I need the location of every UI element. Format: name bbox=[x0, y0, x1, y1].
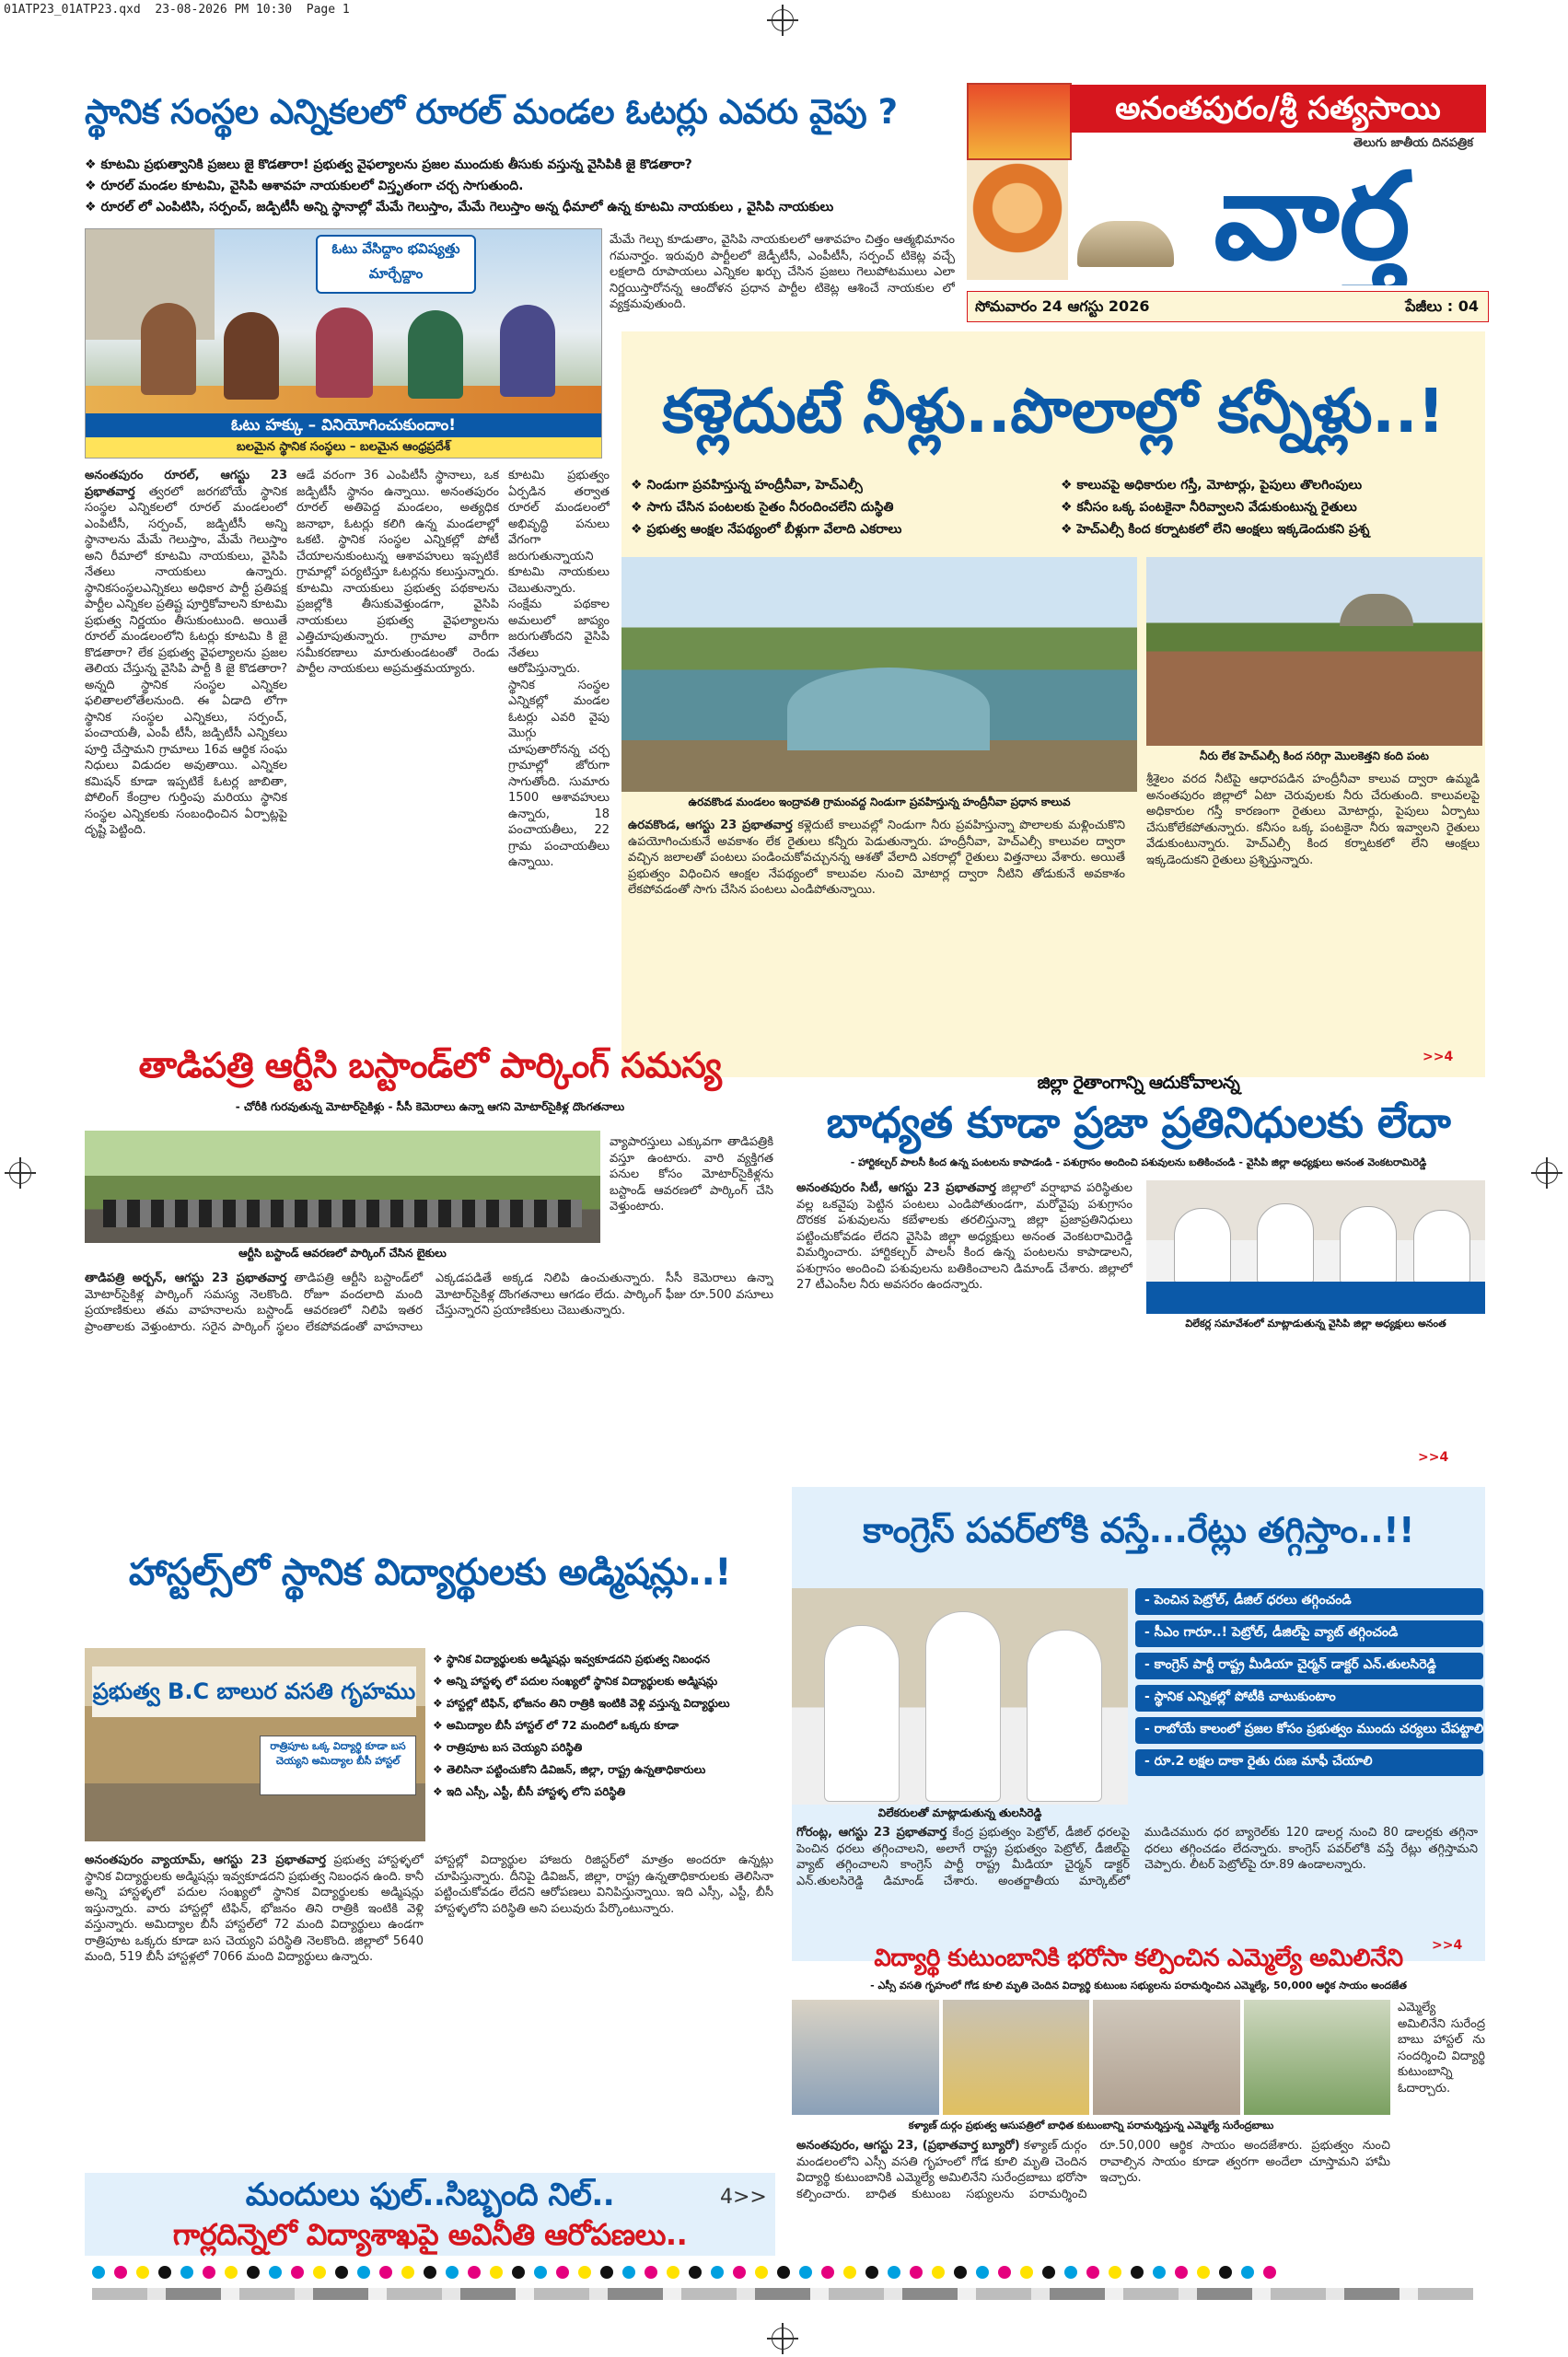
elections-photo-sub: బలమైన స్థానిక సంస్థలు – బలమైన ఆంధ్రప్రదేశ్ bbox=[86, 437, 601, 458]
elections-bullet: ❖ కూటమి ప్రభుత్వానికి ప్రజలు జై కొడతారా! ప్రభుత్వ వైఫల్యాలను ప్రజల ముందుకు తీసుకు వస్తున్న వైసిపికి జై కొడతారా? bbox=[85, 155, 950, 176]
parking-sub: - చోరీకి గురవుతున్న మోటార్‌సైకిళ్లు - సీసీ కెమెరాలు ఉన్నా ఆగని మోటార్‌సైకిళ్ల దొంగతనాలు bbox=[235, 1100, 625, 1113]
farmers-dateline: అనంతపురం సిటీ, ఆగస్టు 23 ప్రభాతవార్త bbox=[796, 1181, 996, 1195]
person-shape bbox=[224, 312, 279, 400]
parking-side: వ్యాపారస్తులు ఎక్కువగా తాడిపత్రికి వస్తూ ఉంటారు. వారి వ్యక్తిగత పనుల కోసం మోటార్‌సైకిళ్లను బస్టాండ్ ఆవరణలో పార్కింగ్ చేసి వెళ్తుంటారు. bbox=[610, 1135, 773, 1213]
person-shape bbox=[1027, 1630, 1102, 1802]
hostel-bullet: ❖ తెలిసినా పట్టించుకోని డివిజన్, జిల్లా, రాష్ట్ర ఉన్నతాధికారులు bbox=[433, 1759, 773, 1781]
elections-headline: స్థానిక సంస్థల ఎన్నికలలో రూరల్ మండల ఓటర్లు ఎవరు వైపు ? bbox=[85, 92, 898, 132]
elections-photo-banner: ఓటు వేసిద్దాం భవిష్యత్తు మార్చేద్దాం bbox=[316, 235, 476, 294]
water-headline: కళ్లెదుటే నీళ్లు..పొలాల్లో కన్నీళ్లు..! bbox=[662, 376, 1445, 447]
person-shape bbox=[316, 308, 373, 398]
water-body-text: కళ్లెదుటే కాలువల్లో నిండుగా నీరు ప్రవహిస్తున్నా పొలాలకు మళ్లించుకొని ఉపయోగించుకునే అవకాశం లేక రైతులు కన్నీరు పెడుతున్నారు. హంద్రీనీవా, హెచ్ఎల్సీ కాలువల ద్వారా వచ్చిన జలాలతో పంటలు పండించుకోవచ్చునన్న ఆశతో వేలాది ఎకరాల్లో రైతులు విత్తనాలు వేశారు. అయితే ప్రభుత్వం విధించిన ఆంక్షల నేపథ్యంలో కాలువల నుంచి మోటార్ల ద్వారా నీటిని తోడుకునే అవకాశం లేకపోవడంతో సాగు చేసిన పంటలు ఎండిపోతున్నాయి. bbox=[628, 819, 1125, 897]
hostel-photo bbox=[85, 1648, 425, 1841]
congress-pill: - రాబోయే కాలంలో ప్రజల కోసం ప్రభుత్వం ముందు చర్యలు చేపట్టాలి bbox=[1135, 1717, 1483, 1744]
mla-photo bbox=[1244, 2000, 1391, 2115]
congress-pill: - స్థానిక ఎన్నికల్లో పోటీకి చాటుకుంటాం bbox=[1135, 1685, 1483, 1712]
mla-sub: - ఎస్సీ వసతి గృహంలో గోడ కూలి మృతి చెందిన విద్యార్థి కుటుంబ సభ్యులను పరామర్శించిన ఎమ్మెల్యే, 50,000 ఆర్థిక సాయం అందజేత bbox=[870, 1980, 1407, 1991]
elections-intro: మేమే గెల్చు కూడుతాం, వైసిపి నాయకులలో ఆశావహం చిత్త‌ం ఆత్మభిమానం గమనార్హం. ఇరువురి పార్టీలలో జెడ్పీటీసీ, ఎంపీటీసీ, సర్పంచ్ టికెట్ల వచ్చే లక్షలాది రూపాయలు ఎన్నికల ఖర్చు చేసిన ప్రజలు గెలుపోటములు ఎలా నిర్ణయిస్తారోనన్న ఆందోళన ప్రధాన పార్టీల టికెట్ల ఆశించే నాయకుల లో వ్యక్తమవుతుంది. bbox=[610, 233, 955, 311]
masthead-tagline: తెలుగు జాతీయ దినపత్రిక bbox=[1353, 136, 1473, 150]
crop-photo bbox=[1146, 557, 1482, 746]
mla-dateline: అనంతపురం, ఆగస్టు 23, (ప్రభాతవార్త బ్యూరో) bbox=[796, 2139, 1020, 2153]
congress-caption: విలేకరులతో మాట్లాడుతున్న తులసిరెడ్డి bbox=[877, 1806, 1042, 1819]
canal-photo bbox=[621, 557, 1137, 792]
teaser-line-2: గార్లదిన్నెలో విద్యాశాఖపై అవినీతి ఆరోపణలు.. bbox=[172, 2217, 688, 2252]
water-body bbox=[628, 818, 1125, 1071]
crop-caption: నీరు లేక హెచ్ఎల్సీ కింద సరిగ్గా మొలకెత్తని కంది పంట bbox=[1200, 749, 1429, 762]
person-shape bbox=[1257, 1203, 1314, 1283]
parking-photo bbox=[85, 1131, 600, 1243]
person-shape bbox=[1174, 1208, 1231, 1283]
hostel-bullets bbox=[433, 1648, 773, 1803]
congress-body-text: కేంద్ర ప్రభుత్వం పెట్రోల్, డీజిల్ ధరలపై పెంచిన ధరలు తగ్గించాలని, అలాగే రాష్ట్ర ప్రభుత్వం పెట్రోల్, డీజిల్‌పై వ్యాట్ తగ్గించాలని కాంగ్రెస్ పార్టీ రాష్ట్ర మీడియా చైర్మన్ డాక్టర్ ఎన్.తులసిరెడ్డి డిమాండ్ చేశారు. అంతర్జాతీయ మార్కెట్‌లో ముడిచమురు ధర బ్యారెల్‌కు 120 డాలర్ల నుంచి 80 డాలర్లకు తగ్గినా ధరలు తగ్గించడం లేదన్నారు. కాంగ్రెస్ పవర్‌లోకి వస్తే రేట్లు తగ్గిస్తామని చెప్పారు. లీటర్ పెట్రోల్‌పై రూ.89 ఉండాలన్నారు. bbox=[796, 1826, 1478, 1888]
elections-photo bbox=[85, 228, 602, 459]
person-shape bbox=[824, 1625, 900, 1802]
farmers-sub: - హార్టికల్చర్ పాలసీ కింద ఉన్న పంటలను కాపాడండి - పశుగ్రాసం అందించి పశువులను బతికించండి - వైసిపి జిల్లా అధ్యక్షులు అనంత వెంకటరామిరెడ్డి bbox=[850, 1156, 1427, 1168]
water-bullet: ❖ హెచ్ఎల్సీ కింద కర్నాటకలో లేని ఆంక్షలు ఇక్కడెందుకని ప్రశ్న bbox=[1061, 518, 1480, 540]
person-shape bbox=[500, 305, 555, 397]
farmers-headline: బాధ్యత కూడా ప్రజా ప్రతినిధులకు లేదా bbox=[826, 1097, 1451, 1147]
congress-dateline: గోరంట్ల, ఆగస్టు 23 ప్రభాతవార్త bbox=[796, 1826, 947, 1840]
mla-body-text: కళ్యాణ్ దుర్గం మండలంలోని ఎస్సీ వసతి గృహంలో గోడ కూలి మృతి చెందిన విద్యార్థి కుటుంబానికి ఎమ్మెల్యే అమిలినేని సురేంద్రబాబు భరోసా కల్పించారు. బాధిత కుటుంబ సభ్యులను పరామర్శించి రూ.50,000 ఆర్థిక సాయం అందజేశారు. ప్రభుత్వం నుంచి రావాల్సిన సాయం కూడా త్వరగా అందేలా చూస్తామని హామీ ఇచ్చారు. bbox=[796, 2139, 1390, 2201]
water-bullets-left bbox=[631, 474, 1050, 540]
mla-caption: కళ్యాణ్ దుర్గం ప్రభుత్వ ఆసుపత్రిలో బాధిత కుటుంబాన్ని పరామర్శిస్తున్న ఎమ్మెల్యే సురేంద్రబాబు bbox=[908, 2119, 1274, 2131]
elections-bullet: ❖ రూరల్ లో ఎంపిటిసి, సర్పంచ్, జడ్పిటీసీ అన్ని స్థానాల్లో మేమే గెలుస్తాం, మేమే గెలుస్తాం అన్న ధీమాలో ఉన్న కూటమి నాయకులు , వైసిపి నాయకులు bbox=[85, 197, 950, 218]
congress-pill: - రూ.2 లక్షల దాకా రైతు రుణ మాఫీ చేయాలి bbox=[1135, 1749, 1483, 1776]
congress-body bbox=[796, 1825, 1478, 1954]
hostel-dateline: అనంతపురం వ్యాయామ్, ఆగస్టు 23 ప్రభాతవార్త bbox=[85, 1853, 326, 1867]
masthead bbox=[967, 83, 1487, 324]
person-shape bbox=[408, 310, 463, 399]
water-bullet: ❖ నిండుగా ప్రవహిస్తున్న హంద్రీనీవా, హెచ్ఎల్సీ bbox=[631, 474, 1050, 496]
congress-headline: కాంగ్రెస్ పవర్‌లోకి వస్తే...రేట్లు తగ్గిస్తాం..!! bbox=[863, 1510, 1414, 1550]
water-body-right: శ్రీశైలం వరద నీటిపై ఆధారపడిన హంద్రీనీవా కాలువ ద్వారా ఉమ్మడి అనంతపురం జిల్లాలో ఏటా చెరువులకు నీరు చేరుతుంది. కాలువలపై అధికారుల గస్తీ కారణంగా రైతులు మోటార్లు, పైపులు ఏర్పాటు చేసుకోలేకపోతున్నారు. కనీసం ఒక్క పంటకైనా నీరు ఇవ్వాలని రైతులు వేడుకుంటున్నారు. హెచ్ఎల్సీ కింద కర్నాటకలో లేని ఆంక్షలు ఇక్కడెందుకని రైతులు ప్రశ్నిస్తున్నారు. bbox=[1146, 772, 1480, 867]
parking-body-text: తాడిపత్రి ఆర్టీసి బస్టాండ్‌లో మోటార్‌సైకిళ్ల పార్కింగ్ సమస్య నెలకొంది. రోజూ వందలాది మంది ప్రయాణికులు తమ వాహనాలను బస్టాండ్ ఆవరణలో నిలిపి ఇతర ప్రాంతాలకు వెళ్తుంటారు. సరైన పార్కింగ్ స్థలం లేకపోవడంతో వాహనాలు ఎక్కడపడితే అక్కడ నిలిపి ఉంచుతున్నారు. సీసీ కెమెరాలు ఉన్నా మోటార్‌సైకిళ్ల దొంగతనాలు ఆగడం లేదు. పార్కింగ్ ఫీజు రూ.500 వసూలు చేస్తున్నారని ప్రయాణికులు చెబుతున్నారు. bbox=[85, 1271, 773, 1334]
mla-photos bbox=[792, 2000, 1390, 2115]
farmers-caption: విలేకర్ల సమావేశంలో మాట్లాడుతున్న వైసిపి జిల్లా అధ్యక్షులు అనంత bbox=[1185, 1318, 1446, 1329]
registration-mark-icon bbox=[772, 2328, 794, 2350]
congress-pill: - కాంగ్రెస్ పార్టీ రాష్ట్ర మీడియా చైర్మన్ డాక్టర్ ఎన్.తులసిరెడ్డి bbox=[1135, 1653, 1483, 1679]
canal-water-shape bbox=[787, 668, 990, 750]
elections-col-1-text: త్వరలో జరగబోయే స్థానిక సంస్థల ఎన్నికలలో రూరల్ మండలంలో ఎంపిటీసీ, సర్పంచ్, జడ్పిటీసీ అన్ని స్థానాలను మేమే గెలుస్తాం, మేమే గెలుస్తాం అని రీమాలో కూటమి నాయకులు, వైసిపి నేతలు నాయకులు ఉన్నారు. స్థానికసంస్థలఎన్నికలు అధికార పార్టీ ప్రతిపక్ష పార్టీల ఎన్నికల ప్రతిష్ట పూర్తికోవాలని కూటమి ప్రభుత్వ నిర్ణయం తీసుకుంటుంది. అయితే రూరల్ మండలంలోని ఓటర్లు కూటమి కి జై కొడతారా? లేక ప్రభుత్వ వైఫల్యాలను ప్రజల తెలియ చేస్తున్న వైసిపి పార్టీ కి జై కొడతారా? అన్నది స్థానిక సంస్థల ఎన్నికల ఫలితాలలోతేలనుంది. ఈ ఏడాది లోగా స్థానిక సంస్థల ఎన్నికలు, సర్పంచ్, పంచాయతీ, ఎంపీ టీసీ, జడ్పిటీసీ ఎన్నికలు పూర్తి చేస్తామని గ్రామాలు 16వ ఆర్థిక సంఘ నిధులు విడుదల అవుతాయి. ఎన్నికల కమిషన్ కూడా ఇప్పటికే ఓటర్ల జాబితా, పోలింగ్ కేంద్రాల గుర్తింపు మరియు స్థానిక సంస్థల ఎన్నికలకు సంబంధించిన ఏర్పాట్లపై దృష్టి పెట్టింది. bbox=[85, 484, 287, 837]
parking-headline: తాడిపత్రి ఆర్టీసి బస్టాండ్‌లో పార్కింగ్ సమస్య bbox=[138, 1045, 722, 1086]
person-shape bbox=[141, 303, 196, 395]
registration-mark-icon bbox=[772, 9, 794, 31]
mla-photo bbox=[1093, 2000, 1240, 2115]
teaser-page-ref: 4>> bbox=[720, 2186, 767, 2209]
farmers-photo bbox=[1146, 1180, 1485, 1314]
mla-photo bbox=[792, 2000, 939, 2115]
parking-caption: ఆర్టీసి బస్టాండ్ ఆవరణలో పార్కింగ్ చేసిన బైకులు bbox=[238, 1247, 447, 1260]
farmers-continue: >>4 bbox=[1418, 1450, 1449, 1465]
water-dateline: ఉరవకొండ, ఆగస్టు 23 ప్రభాతవార్త bbox=[628, 819, 793, 832]
elections-bullets bbox=[85, 155, 950, 218]
hostel-bullet: ❖ ఇది ఎస్సీ, ఎస్టీ, బీసీ హాస్టళ్ళ లోని పరిస్థితి bbox=[433, 1781, 773, 1803]
hostel-body bbox=[85, 1852, 424, 2170]
mla-headline: విద్యార్థి కుటుంబానికి భరోసా కల్పించిన ఎమ్మెల్యే అమిలినేని bbox=[874, 1945, 1403, 1972]
hostel-bullet: ❖ హాస్టల్లో టిఫిన్, భోజనం తిని రాత్రికి ఇంటికి వెళ్లి వస్తున్న విద్యార్థులు bbox=[433, 1692, 773, 1714]
table-shape bbox=[1146, 1282, 1485, 1314]
parking-dateline: తాడిపత్రి అర్బన్, ఆగస్టు 23 ప్రభాతవార్త bbox=[85, 1271, 287, 1285]
hostel-body-text: ప్రభుత్వ హాస్టళ్ళలో స్థానిక విద్యార్థులకు అడ్మిషన్లు ఇవ్వకూడదని ప్రభుత్వ నిబంధన ఉంది. కానీ అన్ని హాస్టళ్ళలో పదుల సంఖ్యలో స్థానిక విద్యార్థులకు అడ్మిషన్లు ఇస్తున్నారు. వారు హాస్టల్లో టిఫిన్, భోజనం తిని రాత్రికి ఇంటికి వెళ్లి వస్తున్నారు. అమిద్యాల బీసీ హాస్టల్‌లో 72 మంది విద్యార్థులు ఉండగా రాత్రిపూట ఒక్కరు కూడా బస చెయ్యని పరిస్థితి నెలకొంది. జిల్లాలో 5640 మంది, 519 బీసీ హాస్టళ్లలో 7066 మంది విద్యార్థులు ఉన్నారు. bbox=[85, 1853, 424, 1964]
hostel-bullet: ❖ స్థానిక విద్యార్థులకు అడ్మిషన్లు ఇవ్వకూడదని ప్రభుత్వ నిబంధన bbox=[433, 1648, 773, 1670]
registration-mark-icon bbox=[1536, 1162, 1558, 1184]
hostel-bullet: ❖ అన్ని హాస్టళ్ళ లో పదుల సంఖ్యలో స్థానిక విద్యార్థులకు అడ్మిషన్లు bbox=[433, 1670, 773, 1692]
bikes-row bbox=[103, 1200, 582, 1227]
water-bullet: ❖ సాగు చేసిన పంటలకు సైతం నీరందించలేని దుస్థితి bbox=[631, 496, 1050, 518]
hostel-photo-note: రాత్రిపూట ఒక్క విద్యార్థి కూడా బస చెయ్యని అమిద్యాల బీసీ హాస్టల్ bbox=[260, 1736, 416, 1795]
teaser-box bbox=[85, 2173, 775, 2256]
dateline-bar bbox=[967, 291, 1489, 322]
congress-photo bbox=[792, 1588, 1128, 1805]
congress-pill: - సీఎం గారూ..! పెట్రోల్, డీజిల్‌పై వ్యాట్ తగ్గించండి bbox=[1135, 1620, 1483, 1647]
elections-col-2: ఆడే వరంగా 36 ఎంపిటీసీ స్థానాలు, ఒక జడ్పిటీసీ స్థానం ఉన్నాయి. అనంతపురం రూరల్ అతిపెద్ద మండలం, అత్యధిక జనాభా, ఓటర్లు కలిగి ఉన్న మండలాల్లో ఒకటి. స్థానిక సంస్థల ఎన్నికల్లో పోటీ చేయాలనుకుంటున్న ఆశావహులు ఇప్పటికే గ్రామాల్లో పర్యటిస్తూ ఓటర్లను కలుస్తున్నారు. కూటమి నాయకులు ప్రభుత్వ పథకాలను ప్రజల్లోకి తీసుకువెళ్తుండగా, వైసిపి నాయకులు ప్రభుత్వ వైఫల్యాలను ఎత్తిచూపుతున్నారు. గ్రామాల వారీగా సమీకరణాలు మారుతుండటంతో రెండు పార్టీల నాయకులు అప్రమత్తమయ్యారు. bbox=[296, 469, 499, 676]
masthead-logo: వార్త bbox=[1214, 147, 1411, 285]
farmers-kicker: జిల్లా రైతాంగాన్ని ఆదుకోవాలన్న bbox=[1037, 1073, 1240, 1093]
hill-shape bbox=[1340, 594, 1413, 626]
water-bullet: ❖ కనీసం ఒక్క పంటకైనా నీరివ్వాలని వేడుకుంటున్న రైతులు bbox=[1061, 496, 1480, 518]
hostel-bullet: ❖ అమిద్యాల బీసీ హాస్టల్ లో 72 మందిలో ఒక్కరు కూడా bbox=[433, 1714, 773, 1736]
person-shape bbox=[1413, 1210, 1470, 1283]
hostel-bullet: ❖ రాత్రిపూట బస చెయ్యని పరిస్థితి bbox=[433, 1736, 773, 1759]
registration-mark-icon bbox=[9, 1162, 31, 1184]
gray-bar bbox=[92, 2288, 1473, 2300]
hostel-headline: హాస్టల్స్‌లో స్థానిక విద్యార్థులకు అడ్మిషన్లు..! bbox=[128, 1551, 732, 1594]
water-bullet: ❖ కాలువపై అధికారుల గస్తీ, మోటార్లు, పైపులు తొలగింపులు bbox=[1061, 474, 1480, 496]
farmers-body-text: జిల్లాలో వర్షాభావ పరిస్థితుల వల్ల ఒకవైపు పెట్టిన పంటలు ఎండిపోతుండగా, మరోవైపు పశుగ్రాసం దొరకక పశువులను కబేళాలకు తరలిస్తున్నా జిల్లా ప్రజాప్రతినిధులు పట్టించుకోవడం లేదని వైసిపి జిల్లా అధ్యక్షులు అనంత వెంకటరామిరెడ్డి విమర్శించారు. హార్టికల్చర్ పాలసీ కింద ఉన్న పంటలను కాపాడాలని, పశుగ్రాసం అందించి పశువులను బతికించాలని డిమాండ్ చేశారు. జిల్లాలో 27 టీఎంసీల నీరు అవసరం ఉందన్నారు. bbox=[796, 1181, 1132, 1292]
edition-banner: అనంతపురం/శ్రీ సత్యసాయి bbox=[1070, 85, 1486, 133]
mla-photo bbox=[943, 2000, 1090, 2115]
person-shape bbox=[925, 1611, 1001, 1802]
person-shape bbox=[1340, 1206, 1397, 1283]
hostel-sign: ప్రభుత్వ B.C బాలుర వసతి గృహము bbox=[92, 1666, 416, 1717]
page-count: పేజీలు : 04 bbox=[1405, 297, 1479, 315]
sai-portrait bbox=[967, 160, 1068, 280]
elections-bullet: ❖ రూరల్ మండల కూటమి, వైసిపి ఆశావహ నాయకులలో విస్తృతంగా చర్చ సాగుతుంది. bbox=[85, 176, 950, 197]
elections-col-3: కూటమి ప్రభుత్వం ఏర్పడిన తర్వాత రూరల్ మండలంలో అభివృద్ధి పనులు వేగంగా జరుగుతున్నాయని కూటమి నాయకులు చెబుతున్నారు. సంక్షేమ పథకాల అమలులో జాప్యం జరుగుతోందని వైసిపి నేతలు ఆరోపిస్తున్నారు. స్థానిక సంస్థల ఎన్నికల్లో మండల ఓటర్లు ఎవరి వైపు మొగ్గు చూపుతారోనన్న చర్చ గ్రామాల్లో జోరుగా సాగుతోంది. సుమారు 1500 ఆశావహులు ఉన్నారు, 18 పంచాయతీలు, 22 గ్రామ పంచాయతీలు ఉన్నాయి. bbox=[508, 469, 610, 869]
congress-pill: - పెంచిన పెట్రోల్, డీజిల్ ధరలు తగ్గించండి bbox=[1135, 1588, 1483, 1615]
elections-col-1 bbox=[85, 468, 287, 946]
parking-body bbox=[85, 1271, 773, 1547]
print-slug: 01ATP23_01ATP23.qxd 23-08-2026 PM 10:30 Page 1 bbox=[4, 3, 350, 17]
water-continue: >>4 bbox=[1423, 1050, 1454, 1064]
elections-dateline: అనంతపురం రూరల్, ఆగస్టు 23 ప్రభాతవార్త bbox=[85, 469, 287, 499]
congress-continue: >>4 bbox=[1432, 1938, 1463, 1953]
color-dots bbox=[92, 2265, 1285, 2282]
hill-image bbox=[1077, 221, 1174, 267]
canal-caption: ఉరవకొండ మండలం ఇంద్రావతి గ్రామంవద్ద నిండుగా ప్రవహిస్తున్న హంద్రీనీవా ప్రధాన కాలువ bbox=[688, 795, 1071, 808]
mla-side: ఎమ్మెల్యే అమిలినేని సురేంద్ర బాబు హాస్టల్ ను సందర్శించి విద్యార్థి కుటుంబాన్ని ఓదార్చారు. bbox=[1398, 2001, 1485, 2096]
deity-image bbox=[967, 83, 1072, 160]
water-bullet: ❖ ప్రభుత్వ ఆంక్షల నేపథ్యంలో బీళ్లుగా వేలాది ఎకరాలు bbox=[631, 518, 1050, 540]
hostel-body-2: హాస్టల్లో విద్యార్థుల హాజరు రిజిస్టర్‌లో మాత్రం అందరూ ఉన్నట్లు చూపిస్తున్నారు. దీనిపై డివిజన్, జిల్లా, రాష్ట్ర ఉన్నతాధికారులకు తెలిసినా పట్టించుకోవడం లేదని ఆరోపణలు వినిపిస్తున్నాయి. ఇది ఎస్సీ, ఎస్టీ, బీసీ హాస్టళ్ళలోని పరిస్థితి అని పలువురు పేర్కొంటున్నారు. bbox=[435, 1853, 773, 1916]
elections-photo-strip: ఓటు హక్కు – వినియోగించుకుందాం! bbox=[86, 413, 601, 437]
teaser-line-1: మందులు ఫుల్..సిబ్బంది నిల్.. bbox=[245, 2177, 615, 2213]
congress-pills bbox=[1135, 1588, 1483, 1782]
farmers-body bbox=[796, 1180, 1132, 1475]
issue-date: సోమవారం 24 ఆగస్టు 2026 bbox=[975, 297, 1150, 315]
water-bullets-right bbox=[1061, 474, 1480, 540]
